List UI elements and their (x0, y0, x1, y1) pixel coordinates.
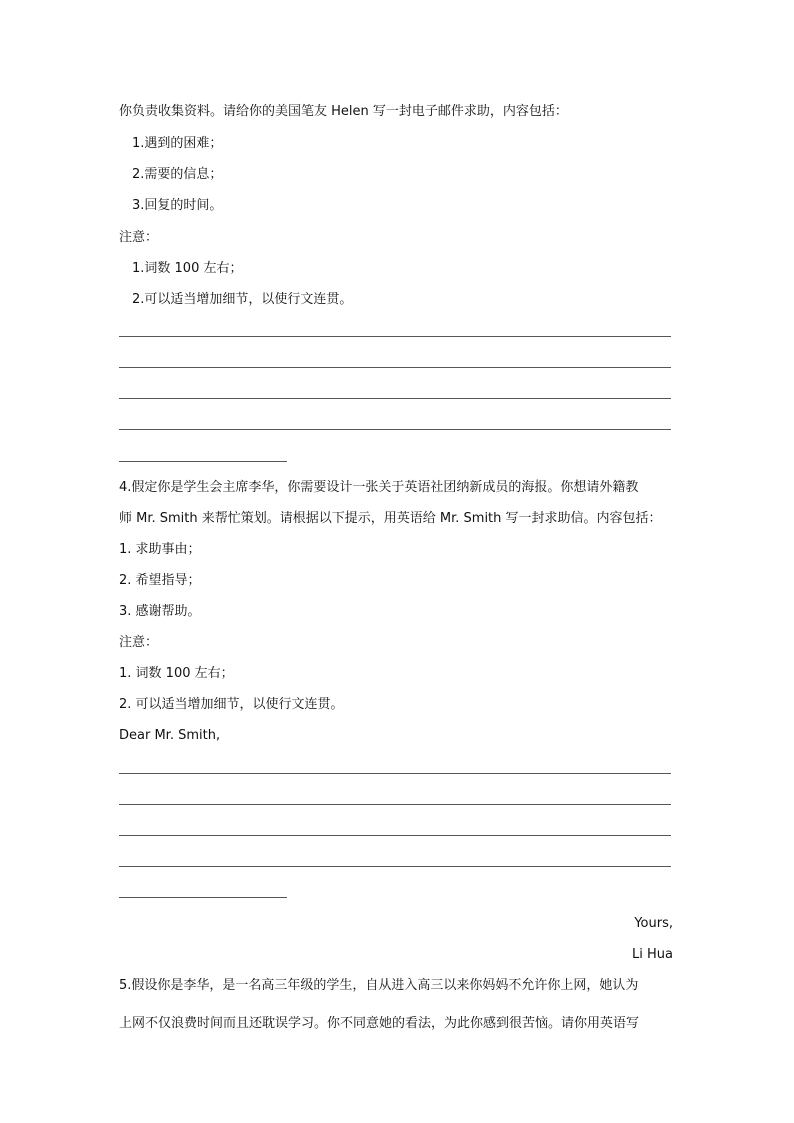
answer-line-short (119, 461, 287, 462)
section4-note-2: 2. 可以适当增加细节，以使行文连贯。 (119, 697, 344, 712)
answer-line (119, 398, 671, 399)
section4-note-1: 1. 词数 100 左右； (119, 666, 234, 681)
section4-point-1: 1. 求助事由； (119, 542, 201, 557)
answer-line-short (119, 897, 287, 898)
section5-prompt-line-2: 上网不仅浪费时间而且还耽误学习。你不同意她的看法，为此你感到很苦恼。请你用英语写 (119, 1016, 640, 1031)
answer-line (119, 773, 671, 774)
letter-closing: Yours, (634, 916, 673, 931)
section3-point-2: 2.需要的信息； (132, 167, 223, 182)
section3-point-1: 1.遇到的困难； (132, 136, 223, 151)
section5-prompt-line-1: 5.假设你是李华，是一名高三年级的学生，自从进入高三以来你妈妈不允许你上网，她认为 (119, 978, 639, 993)
letter-salutation: Dear Mr. Smith, (119, 728, 221, 743)
section4-notice-label: 注意： (119, 635, 159, 650)
section4-point-3: 3. 感谢帮助。 (119, 604, 201, 619)
section3-note-1: 1.词数 100 左右； (132, 261, 243, 276)
answer-line (119, 367, 671, 368)
answer-line (119, 866, 671, 867)
section3-intro: 你负责收集资料。请给你的美国笔友 Helen 写一封电子邮件求助，内容包括： (119, 104, 568, 119)
section4-point-2: 2. 希望指导； (119, 573, 201, 588)
answer-line (119, 336, 671, 337)
section3-notice-label: 注意： (119, 230, 159, 245)
section4-prompt-line-2: 师 Mr. Smith 来帮忙策划。请根据以下提示，用英语给 Mr. Smith 写一封求助信。内容包括： (119, 511, 662, 526)
letter-signature: Li Hua (632, 947, 673, 962)
section4-prompt-line-1: 4.假定你是学生会主席李华，你需要设计一张关于英语社团纳新成员的海报。你想请外籍教 (119, 480, 639, 495)
answer-line (119, 835, 671, 836)
section3-point-3: 3.回复的时间。 (132, 198, 223, 213)
answer-line (119, 429, 671, 430)
answer-line (119, 804, 671, 805)
section3-note-2: 2.可以适当增加细节，以使行文连贯。 (132, 292, 353, 307)
